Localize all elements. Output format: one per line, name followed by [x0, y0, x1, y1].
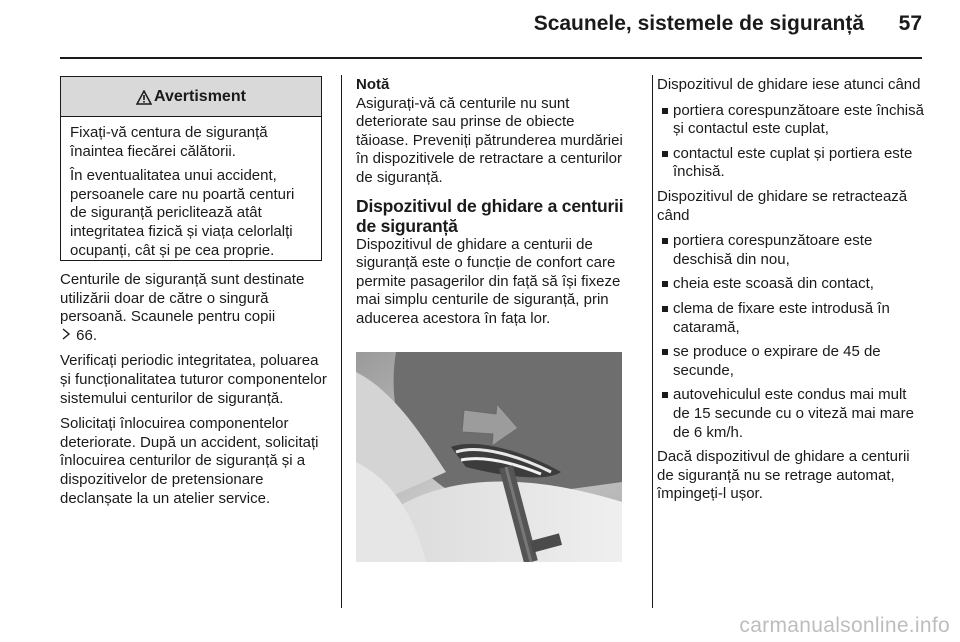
- list-item: cheia este scoasă din contact,: [657, 275, 925, 294]
- middle-column: [356, 76, 626, 336]
- list-item: contactul este cuplat și portiera este închisă.: [657, 145, 925, 182]
- warning-box: [60, 76, 322, 261]
- column-divider-1: [341, 75, 342, 608]
- page-reference[interactable]: 66.: [76, 326, 98, 344]
- left-paragraph-2: Verificați periodic integritatea, poluarea și funcționalitatea tuturor componentelor sistemului centurilor de siguranță.: [60, 352, 327, 407]
- right-outro: Dacă dispozitivul de ghidare a centurii de siguranță nu se retrage automat, împingeți-l ușor.: [657, 448, 910, 503]
- warning-header: [61, 77, 321, 117]
- warning-body: [61, 117, 321, 260]
- watermark: carmanualsonline.info: [739, 614, 950, 637]
- right-intro-2: Dispozitivul de ghidare se retractează când: [657, 187, 908, 224]
- left-column: [60, 271, 328, 515]
- left-paragraph-1-text: Centurile de siguranță sunt destinate utilizării doar de către o singură persoană. Scaunele pentru copii: [60, 271, 305, 326]
- warning-title: Avertisment: [154, 87, 246, 105]
- retract-conditions-list: [657, 232, 925, 442]
- warning-triangle-icon: [136, 90, 152, 105]
- list-item: autovehiculul este condus mai mult de 15 secunde cu o viteză mai mare de 6 km/h.: [657, 386, 925, 442]
- seat-belt-guide-illustration: [356, 352, 622, 562]
- note-title: Notă: [356, 76, 390, 93]
- warning-paragraph: În eventualitatea unui accident, persoanele care nu poartă centuri de siguranță periclitează atât integritatea fizică și viața celorlalți ocupanți, cât și pe cea proprie.: [70, 167, 295, 259]
- section-title: Dispozitivul de ghidare a centurii de siguranță: [356, 195, 624, 236]
- left-paragraph-1: [60, 271, 328, 345]
- section-text: Dispozitivul de ghidare a centurii de siguranță este o funcție de confort care permite pasagerilor din față să își fixeze mai simplu centurile de siguranță, prin aducerea acestora în fața lor.: [356, 235, 621, 327]
- page-number: 57: [898, 12, 922, 35]
- page-reference-arrow-icon: [60, 328, 72, 340]
- right-column: [657, 76, 925, 511]
- left-paragraph-3: Solicitați înlocuirea componentelor deteriorate. După un accident, solicitați înlocuirea centurilor de siguranță și a dispozitivelor de pretensionare declanșate la un atelier service.: [60, 415, 319, 507]
- page-header-title: Scaunele, sistemele de siguranță: [533, 12, 864, 35]
- header-divider: [60, 57, 922, 59]
- list-item: portiera corespunzătoare este deschisă din nou,: [657, 232, 925, 269]
- extend-conditions-list: [657, 102, 925, 182]
- right-intro-1: Dispozitivul de ghidare iese atunci când: [657, 76, 921, 93]
- note-text: Asigurați-vă că centurile nu sunt deteriorate sau prinse de obiecte tăioase. Preveniți pătrunderea murdăriei în dispozitivele de retractare a centurilor de siguranță.: [356, 94, 623, 186]
- column-divider-2: [652, 75, 653, 608]
- warning-paragraph: Fixați-vă centura de siguranță înaintea fiecărei călătorii.: [70, 124, 268, 160]
- list-item: portiera corespunzătoare este închisă și contactul este cuplat,: [657, 102, 925, 139]
- list-item: se produce o expirare de 45 de secunde,: [657, 343, 925, 380]
- list-item: clema de fixare este introdusă în cataramă,: [657, 300, 925, 337]
